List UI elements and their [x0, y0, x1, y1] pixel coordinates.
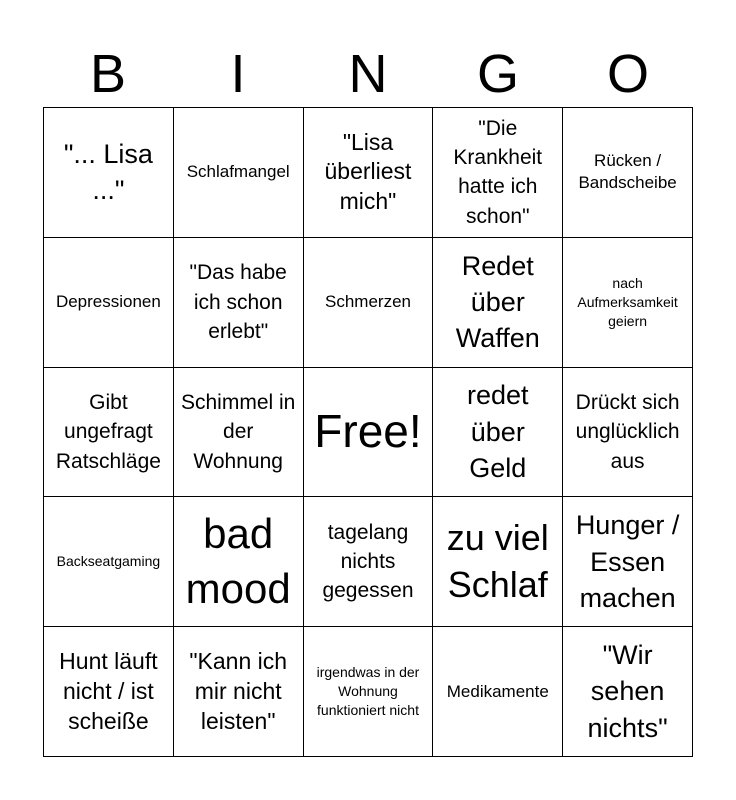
bingo-cell-r1-c4[interactable]: [433, 108, 563, 238]
cell-text: "Lisa überliest mich": [324, 128, 412, 215]
cell-text: bad mood: [185, 510, 291, 612]
cell-text: Medikamente: [446, 681, 549, 701]
header-letter-i: I: [230, 44, 246, 104]
header-letter-b: B: [89, 44, 127, 104]
bingo-cell-r2-c1[interactable]: [44, 238, 174, 368]
header-letter-o: O: [606, 44, 649, 104]
bingo-cell-r2-c4[interactable]: [433, 238, 563, 368]
cell-text: Hunt läuft nicht / ist scheiße: [59, 647, 158, 734]
free-space-label: Free!: [314, 405, 422, 458]
bingo-cell-r1-c1[interactable]: [44, 108, 174, 238]
cell-text: Backseatgaming: [56, 553, 161, 570]
bingo-header: [43, 40, 693, 108]
bingo-board: [43, 107, 693, 757]
cell-text: "Wir sehen nichts": [587, 639, 668, 743]
bingo-cell-r5-c4[interactable]: [433, 627, 563, 757]
bingo-cell-r2-c5[interactable]: [563, 238, 693, 368]
bingo-cell-r4-c4[interactable]: [433, 497, 563, 627]
cell-text: nach Aufmerksamkeit geiern: [577, 274, 678, 329]
bingo-cell-r3-c2[interactable]: [174, 368, 304, 498]
cell-text: "... Lisa ...": [63, 138, 153, 206]
bingo-cell-r4-c2[interactable]: [174, 497, 304, 627]
cell-text: Rücken / Bandscheibe: [578, 151, 677, 193]
bingo-cell-r5-c2[interactable]: [174, 627, 304, 757]
cell-text: "Die Krankheit hatte ich schon": [453, 116, 543, 228]
bingo-cell-r5-c1[interactable]: [44, 627, 174, 757]
bingo-cell-r3-c1[interactable]: [44, 368, 174, 498]
cell-text: Redet über Waffen: [455, 250, 540, 354]
cell-text: tagelang nichts gegessen: [322, 520, 414, 603]
bingo-cell-r5-c3[interactable]: [304, 627, 434, 757]
cell-text: "Kann ich mir nicht leisten": [189, 647, 288, 734]
cell-text: zu viel Schlaf: [446, 516, 549, 605]
header-letter-g: G: [476, 44, 519, 104]
bingo-cell-r5-c5[interactable]: [563, 627, 693, 757]
cell-text: Schlafmangel: [186, 162, 290, 182]
bingo-cell-r4-c5[interactable]: [563, 497, 693, 627]
cell-text: Schimmel in der Wohnung: [181, 390, 296, 473]
header-letter-n: N: [348, 44, 388, 104]
bingo-cell-r4-c3[interactable]: [304, 497, 434, 627]
bingo-cell-free[interactable]: [304, 368, 434, 498]
bingo-cell-r1-c3[interactable]: [304, 108, 434, 238]
cell-text: Schmerzen: [325, 292, 411, 312]
cell-text: "Das habe ich schon erlebt": [189, 261, 287, 343]
bingo-cell-r1-c2[interactable]: [174, 108, 304, 238]
cell-text: irgendwas in der Wohnung funktioniert nicht: [316, 664, 420, 719]
bingo-cell-r3-c5[interactable]: [563, 368, 693, 498]
bingo-cell-r2-c2[interactable]: [174, 238, 304, 368]
cell-text: Depressionen: [55, 292, 161, 312]
bingo-cell-r1-c5[interactable]: [563, 108, 693, 238]
bingo-cell-r3-c4[interactable]: [433, 368, 563, 498]
bingo-cell-r2-c3[interactable]: [304, 238, 434, 368]
cell-text: redet über Geld: [467, 380, 529, 484]
bingo-cell-r4-c1[interactable]: [44, 497, 174, 627]
cell-text: Hunger / Essen machen: [575, 510, 680, 613]
cell-text: Drückt sich unglücklich aus: [575, 390, 680, 473]
cell-text: Gibt ungefragt Ratschläge: [55, 390, 161, 473]
